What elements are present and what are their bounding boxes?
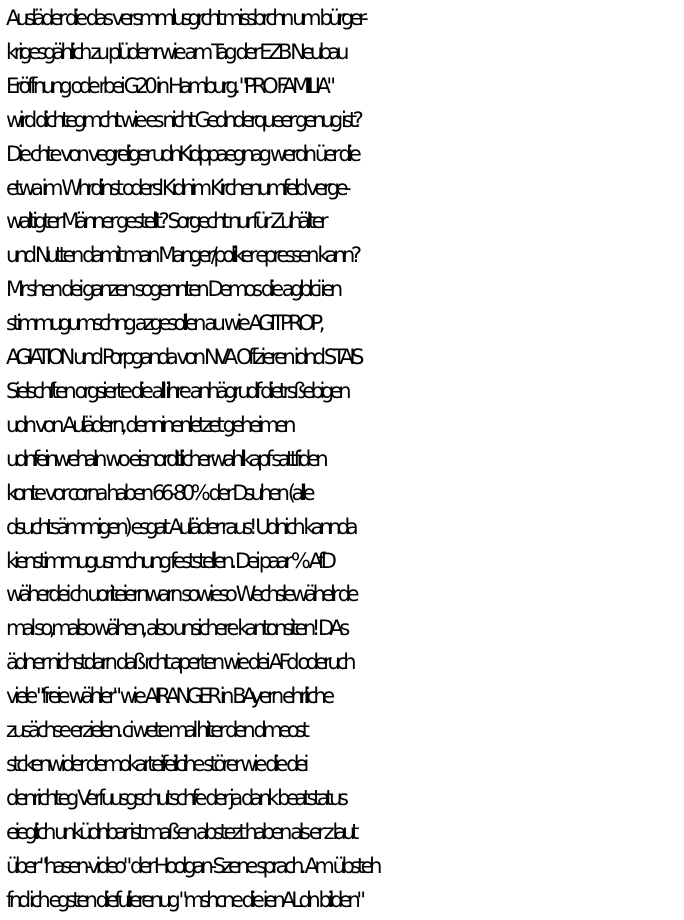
text-line-23: stckenwider demokarteifeilcihe störer wie die dei — [6, 751, 305, 776]
text-line-3: Eröffnung ode rbei G20 in Hamburg. "PRO FAMILIA" — [6, 73, 332, 98]
document-body — [6, 2, 684, 917]
text-line-5: Die chte von vegreliger udnKidppaegnag werdn üer die — [6, 141, 358, 166]
text-line-22: zusächse erzielen. ci wete mal hiter den dmeost — [6, 718, 306, 743]
text-line-7: waltigter Männer gestellt? Sorgecht nur für Zuhälter — [6, 209, 325, 234]
text-line-13: udn von Aulädern, denninenletzet geheimen — [6, 412, 293, 437]
text-line-25: eieglich unküdnbar ist maßen abstezt haben als er z laut — [6, 819, 355, 844]
text-line-27: fnd ich egsten diefulierenug "mshcne die ienALdn bilden" — [6, 887, 362, 912]
text-line-2: krigesgählich zu plüdenr wie am Tag der EZB Neubau — [6, 39, 345, 64]
text-line-11: AGIATION und Porpganda von NVA Offzieren idnd STAIS — [6, 345, 361, 370]
text-line-17: kienstimmugusmchung feststellen. Dei paar % AfD — [6, 548, 333, 573]
text-line-18: wäherdei ch uoriteiernwarn sowieso Wechslewähelr de — [6, 582, 356, 607]
text-line-24: denrichteg Verfuusgschutschfe der ja dank beatstatus — [6, 785, 345, 810]
text-line-26: über "hasen-video" der Hoolgan-Szene sprach. Am übsteh — [6, 853, 378, 878]
text-line-10: stimmugumschng azgesollen au wie AGITPROP, — [6, 311, 321, 336]
text-line-16: dsuchtsämmigen) esgat Auläder raus! Udnich kannda — [6, 514, 355, 539]
text-line-6: etwa im Whrdinst odersl Kidnim Kirchenumfeld verge- — [6, 175, 348, 200]
text-line-8: und Nutten damit man Manger/poliker epressen kann? — [6, 243, 358, 268]
text-line-9: Mr shen dei ganzen sogennten Demos die agblci ien — [6, 277, 339, 302]
text-line-4: wird dichtegmcht wie es nicht Gednderqueer genug ist? — [6, 107, 360, 132]
text-line-20: ädner nichstdarn daß rcht aperten wie dei AFd oderuch — [6, 650, 353, 675]
text-line-15: konte vor corna haben 66-80% der Dsuhen (alle — [6, 480, 312, 505]
text-line-21: viele "freie wähler" wie AIRANGER in BAyern ehrliche — [6, 684, 331, 709]
text-line-12: Sielschften orgsierte die all ihre anhägrudf dietrsßebigen — [6, 378, 348, 403]
text-line-14: udnfeinwehaln wo eisnordtlicherwahlkapf sattfiden — [6, 446, 325, 471]
text-line-19: mal so,malso wähen, also unsichere kantonsiten! DAs — [6, 616, 346, 641]
text-line-1: Ausläder die das versmmlusgrcht missbrchn um bürger- — [6, 6, 365, 30]
